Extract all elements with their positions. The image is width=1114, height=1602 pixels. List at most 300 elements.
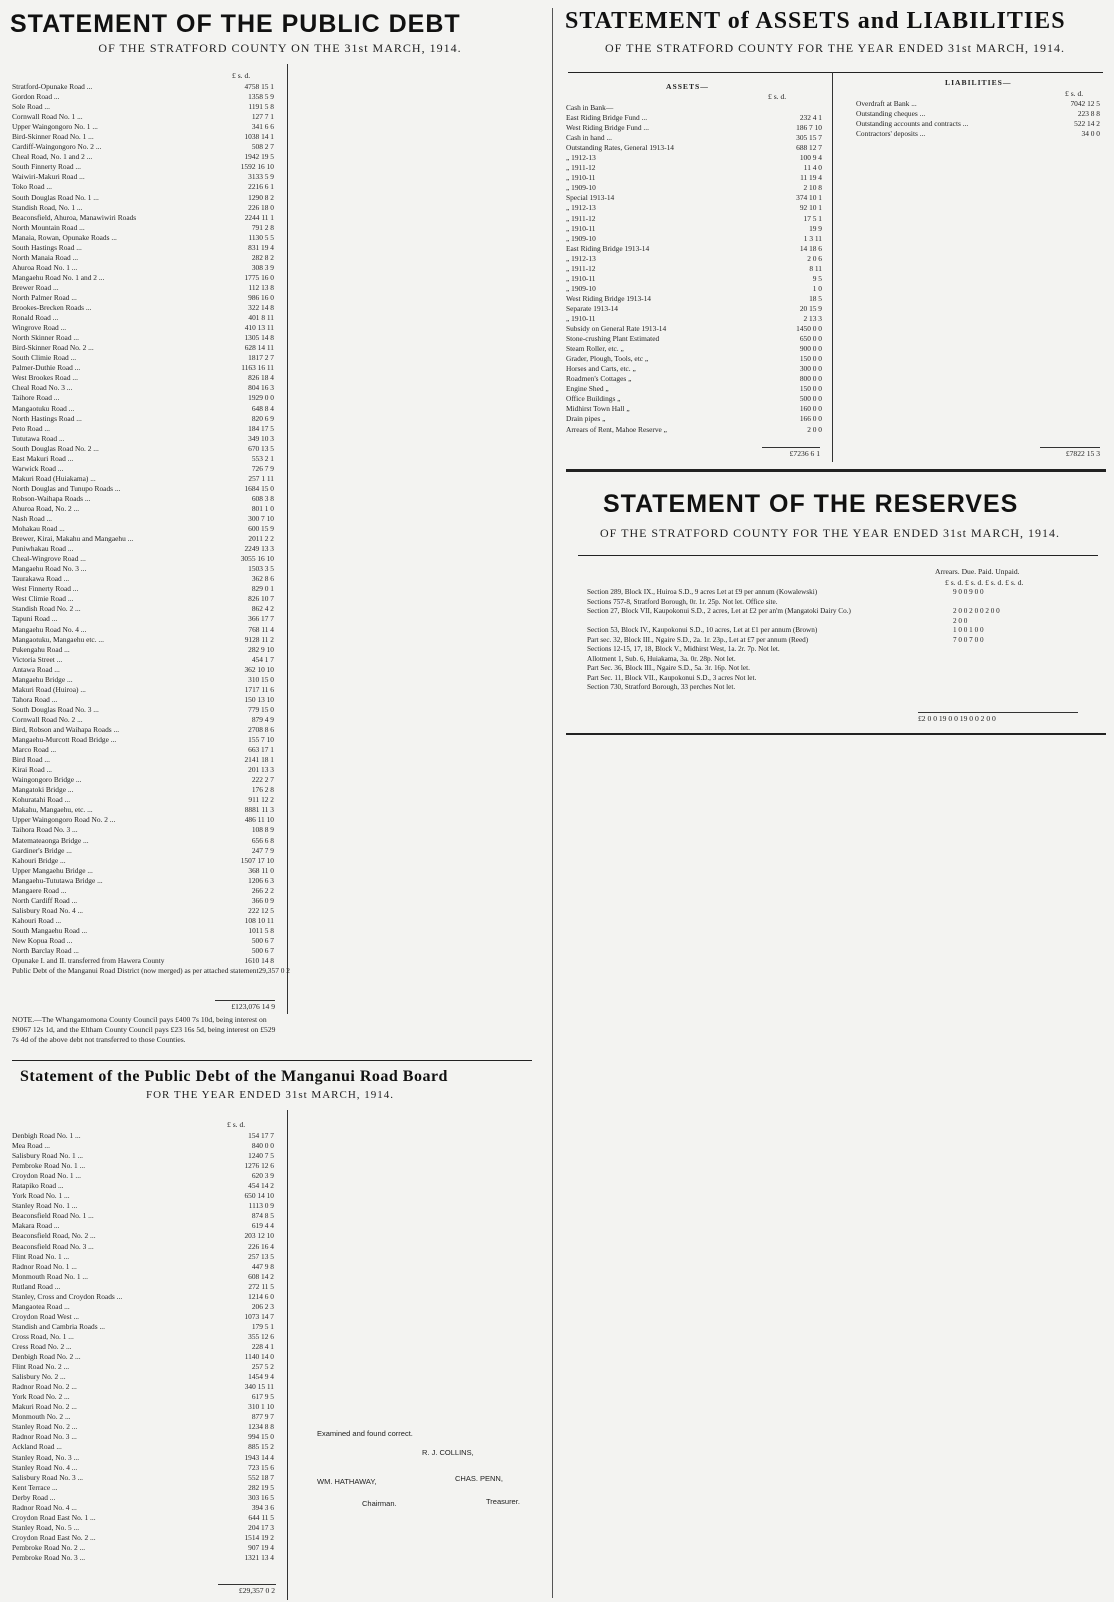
reserve-row — [587, 683, 1097, 693]
table-row — [12, 564, 274, 574]
row-amount: 9128 11 2 — [244, 634, 274, 644]
row-amount: 1684 15 0 — [244, 483, 274, 493]
table-row — [12, 92, 274, 102]
row-amount: 1610 14 8 — [244, 956, 274, 966]
table-row — [12, 1372, 274, 1382]
row-label: Warwick Road ... — [12, 463, 64, 473]
row-label: Beaconsfield, Ahuroa, Manawiwiri Roads — [12, 212, 137, 222]
row-label: Mea Road ... — [12, 1141, 50, 1151]
table-row — [856, 129, 1100, 139]
row-amount: 7042 12 5 — [1070, 99, 1100, 108]
table-row — [12, 1503, 274, 1513]
table-row — [12, 584, 274, 594]
row-amount: 994 15 0 — [248, 1432, 274, 1442]
row-label: Ackland Road ... — [12, 1442, 62, 1452]
row-amount: 166 0 0 — [799, 414, 822, 424]
row-amount: 879 4 9 — [251, 714, 274, 724]
row-label: Tahora Road ... — [12, 694, 58, 704]
row-label: Brookes-Brecken Roads ... — [12, 303, 92, 313]
table-row — [12, 1322, 274, 1332]
row-amount: 222 2 7 — [251, 775, 274, 785]
row-amount — [772, 103, 822, 113]
row-amount: 4758 15 1 — [244, 82, 274, 91]
table-row — [12, 142, 274, 152]
table-row — [566, 214, 822, 224]
table-row — [566, 173, 822, 183]
table-row — [566, 203, 822, 213]
row-amount: 176 2 8 — [251, 785, 274, 795]
table-row — [566, 384, 822, 394]
table-row — [566, 123, 822, 133]
row-amount: 368 11 0 — [248, 865, 274, 875]
table-row — [12, 886, 274, 896]
row-label: Radnor Road No. 1 ... — [12, 1261, 77, 1271]
table-row — [12, 484, 274, 494]
row-label: Standish Road, No. 1 ... — [12, 202, 83, 212]
row-label: Kirai Road ... — [12, 765, 53, 775]
reserves-total: £2 0 0 19 0 0 19 0 0 2 0 0 — [918, 714, 996, 723]
row-label: West Climie Road ... — [12, 594, 74, 604]
row-label: Croydon Road East No. 1 ... — [12, 1512, 96, 1522]
table-row — [12, 1463, 274, 1473]
table-row — [12, 1543, 274, 1553]
reserve-description: Allotment 1, Sub. 6, Huiakama, 3a. 0r. 28p. Not let. — [587, 654, 736, 663]
table-row — [12, 1191, 274, 1201]
row-amount: 108 10 11 — [244, 915, 274, 925]
row-amount: 322 14 8 — [248, 303, 274, 313]
table-row — [12, 825, 274, 835]
reserves-sub-rule — [578, 555, 1098, 556]
assets-title: STATEMENT of ASSETS and LIABILITIES — [565, 8, 1066, 34]
row-label: Horses and Carts, etc. „ — [566, 364, 636, 374]
row-label: Beaconsfield Road No. 1 ... — [12, 1211, 94, 1221]
row-label: Makara Road ... — [12, 1221, 60, 1231]
manganui-table — [12, 1131, 274, 1563]
table-row — [12, 956, 274, 966]
row-label: North Douglas and Tunupo Roads ... — [12, 483, 121, 493]
row-label: Stratford-Opunake Road ... — [12, 82, 93, 91]
row-amount: 840 0 0 — [251, 1141, 274, 1151]
row-label: Roadmen's Cottages „ — [566, 374, 632, 384]
table-row — [12, 906, 274, 916]
row-amount: 670 13 5 — [248, 443, 274, 453]
row-amount: 862 4 2 — [251, 604, 274, 614]
reserve-description: Part Sec. 11, Block VII., Kaupokonui S.D., 3 acres Not let. — [587, 673, 757, 682]
row-label: Grader, Plough, Tools, etc „ — [566, 354, 649, 364]
row-label: Kohuratahi Road ... — [12, 795, 71, 805]
row-label: Pembroke Road No. 2 ... — [12, 1542, 86, 1552]
row-label: Monmouth Road No. 1 ... — [12, 1271, 88, 1281]
row-amount: 500 0 0 — [799, 394, 822, 404]
row-amount: 179 5 1 — [251, 1321, 274, 1331]
row-amount: 1130 5 5 — [248, 232, 274, 242]
row-amount: 508 2 7 — [251, 142, 274, 152]
row-amount: 257 13 5 — [248, 1251, 274, 1261]
table-row — [12, 705, 274, 715]
row-label: Beaconsfield Road, No. 2 ... — [12, 1231, 96, 1241]
row-label: Special 1913-14 — [566, 193, 615, 203]
row-label: Croydon Road No. 1 ... — [12, 1171, 81, 1181]
row-label: Salisbury Road No. 1 ... — [12, 1151, 84, 1161]
liabilities-currency-header: £ s. d. — [1065, 89, 1084, 98]
table-row — [12, 926, 274, 936]
public-debt-table — [12, 82, 290, 976]
row-label: „ 1911-12 — [566, 213, 596, 223]
table-row — [12, 112, 274, 122]
row-label: Antawa Road ... — [12, 664, 60, 674]
row-label: Marco Road ... — [12, 745, 57, 755]
reserve-amounts: 1 0 0 1 0 0 — [953, 626, 984, 634]
row-amount: 826 18 4 — [248, 373, 274, 383]
row-amount: 3133 5 9 — [248, 172, 274, 182]
row-amount: 2 0 6 — [807, 253, 822, 263]
row-label: Overdraft at Bank ... — [856, 99, 917, 108]
public-debt-subtitle: OF THE STRATFORD COUNTY ON THE 31st MARCH, 1914. — [98, 41, 462, 55]
row-label: Flint Road No. 2 ... — [12, 1362, 70, 1372]
table-row — [566, 183, 822, 193]
row-amount: 300 7 10 — [248, 514, 274, 524]
row-amount: 1038 14 1 — [244, 132, 274, 142]
table-row — [12, 856, 274, 866]
table-row — [12, 132, 274, 142]
table-row — [12, 514, 274, 524]
row-amount: 1240 7 5 — [248, 1151, 274, 1161]
table-row — [12, 1442, 274, 1452]
row-amount: 257 1 11 — [248, 473, 274, 483]
row-label: Cross Road, No. 1 ... — [12, 1331, 74, 1341]
row-label: Stanley Road, No. 3 ... — [12, 1452, 80, 1462]
table-row — [12, 102, 274, 112]
table-row — [12, 182, 274, 192]
assets-subtitle: OF THE STRATFORD COUNTY FOR THE YEAR ENDED 31st MARCH, 1914. — [604, 41, 1066, 55]
row-amount: 688 12 7 — [796, 143, 822, 153]
row-amount: 282 8 2 — [251, 252, 274, 262]
reserves-currency-header: £ s. d. £ s. d. £ s. d. £ s. d. — [945, 578, 1024, 587]
reserve-row — [587, 626, 1097, 636]
row-label: Tapuni Road ... — [12, 614, 58, 624]
table-row — [856, 109, 1100, 119]
row-label: Taihora Road No. 3 ... — [12, 825, 78, 835]
table-row — [12, 534, 274, 544]
row-amount: 552 18 7 — [248, 1472, 274, 1482]
row-label: Stanley Road No. 1 ... — [12, 1201, 78, 1211]
row-amount: 401 8 11 — [248, 313, 274, 323]
row-amount: 154 17 7 — [248, 1131, 274, 1140]
chairman-title: Chairman. — [362, 1499, 397, 1508]
reserves-columns-header: Arrears. Due. Paid. Unpaid. — [935, 567, 1020, 576]
row-label: Upper Mangaehu Bridge ... — [12, 865, 93, 875]
table-row — [12, 1362, 274, 1372]
assets-currency-header: £ s. d. — [768, 92, 787, 101]
row-amount: 2249 13 3 — [244, 544, 274, 554]
row-amount: 1011 5 8 — [248, 925, 274, 935]
row-label: Mangaehu Bridge ... — [12, 674, 73, 684]
row-label: Denbigh Road No. 2 ... — [12, 1352, 81, 1362]
table-row — [12, 1161, 274, 1171]
row-label: Stanley Road, No. 5 ... — [12, 1522, 80, 1532]
row-amount: 768 11 4 — [248, 624, 274, 634]
row-amount: 986 16 0 — [248, 292, 274, 302]
row-amount: 201 13 3 — [248, 765, 274, 775]
row-label: Mangaehu-Tututawa Bridge ... — [12, 875, 103, 885]
table-row — [12, 695, 274, 705]
table-row — [12, 494, 274, 504]
row-amount: 374 10 1 — [796, 193, 822, 203]
row-amount: 112 13 8 — [248, 282, 274, 292]
reserve-row — [587, 655, 1097, 665]
row-label: Contractors' deposits ... — [856, 129, 926, 139]
table-row — [856, 99, 1100, 109]
reserve-amounts: 7 0 0 7 0 0 — [953, 635, 984, 644]
row-amount: 257 5 2 — [251, 1362, 274, 1372]
row-label: „ 1910-11 — [566, 173, 596, 183]
table-row — [12, 1473, 274, 1483]
row-label: Mangaehu Road No. 4 ... — [12, 624, 87, 634]
table-row — [12, 122, 274, 132]
row-amount: 1 0 — [812, 283, 822, 293]
row-amount: 648 8 4 — [251, 403, 274, 413]
table-row — [12, 1352, 274, 1362]
row-amount: 340 15 11 — [244, 1382, 274, 1392]
row-label: „ 1912-13 — [566, 153, 596, 163]
row-label: Mangaotuku Road ... — [12, 403, 75, 413]
table-row — [12, 1412, 274, 1422]
manganui-total-rule — [218, 1584, 276, 1585]
assets-top-rule — [568, 72, 1103, 73]
row-label: Outstanding Rates, General 1913-14 — [566, 143, 674, 153]
row-amount: 650 14 10 — [244, 1191, 274, 1201]
row-amount: 911 12 2 — [248, 795, 274, 805]
row-label: Gardiner's Bridge ... — [12, 845, 72, 855]
row-amount: 1276 12 6 — [244, 1161, 274, 1171]
row-amount: 150 0 0 — [799, 354, 822, 364]
row-amount: 1507 17 10 — [240, 855, 274, 865]
liabilities-header: LIABILITIES— — [945, 78, 1012, 87]
row-amount: 34 0 0 — [1081, 129, 1100, 139]
row-amount: 127 7 1 — [251, 112, 274, 122]
reserves-top-rule — [566, 469, 1106, 472]
table-row — [566, 274, 822, 284]
table-row — [12, 393, 274, 403]
table-row — [12, 805, 274, 815]
manganui-subtitle: FOR THE YEAR ENDED 31st MARCH, 1914. — [145, 1089, 395, 1101]
reserve-row — [587, 664, 1097, 674]
row-amount: 232 4 1 — [799, 113, 822, 123]
row-label: „ 1909-10 — [566, 283, 596, 293]
manganui-total: £29,357 0 2 — [238, 1586, 275, 1595]
row-label: Wingrove Road ... — [12, 323, 67, 333]
row-amount: 791 2 8 — [251, 222, 274, 232]
row-amount: 1206 6 3 — [248, 875, 274, 885]
row-amount: 608 14 2 — [248, 1271, 274, 1281]
row-label: „ 1909-10 — [566, 183, 596, 193]
row-label: Drain pipes „ — [566, 414, 606, 424]
table-row — [12, 504, 274, 514]
table-row — [12, 1211, 274, 1221]
table-row — [12, 765, 274, 775]
table-row — [566, 364, 822, 374]
row-label: Ratapiko Road ... — [12, 1181, 64, 1191]
row-amount: 454 1 7 — [251, 654, 274, 664]
row-amount: 1 3 11 — [803, 233, 822, 243]
table-row — [12, 916, 274, 926]
row-label: South Douglas Road No. 1 ... — [12, 192, 99, 202]
row-amount: 1592 16 10 — [240, 162, 274, 172]
reserve-description: Section 53, Block IV., Kaupokonui S.D., 10 acres, Let at £1 per annum (Brown) — [587, 626, 818, 634]
row-label: Cash in hand ... — [566, 133, 612, 143]
table-row — [12, 1332, 274, 1342]
row-amount: 160 0 0 — [799, 404, 822, 414]
table-row — [12, 665, 274, 675]
row-label: Tututawa Road ... — [12, 433, 65, 443]
row-label: Opunake I. and II. transferred from Hawera County — [12, 956, 165, 966]
reserves-table — [587, 588, 1097, 693]
table-row — [12, 464, 274, 474]
row-label: North Palmer Road ... — [12, 292, 77, 302]
row-label: East Makuri Road ... — [12, 453, 74, 463]
row-amount: 1214 6 0 — [248, 1291, 274, 1301]
row-amount: 723 15 6 — [248, 1462, 274, 1472]
row-label: „ 1912-13 — [566, 253, 596, 263]
table-row — [12, 1422, 274, 1432]
auditor-name: R. J. COLLINS, — [422, 1448, 474, 1457]
row-amount: 155 7 10 — [248, 735, 274, 745]
table-row — [12, 795, 274, 805]
row-amount: 1717 11 6 — [244, 684, 274, 694]
liabilities-total-rule — [1040, 447, 1100, 448]
row-amount: 831 19 4 — [248, 242, 274, 252]
row-label: Separate 1913-14 — [566, 303, 618, 313]
table-row — [12, 866, 274, 876]
reserve-description: Sections 12-15, 17, 18, Block V., Midhirst West, 1a. 2r. 7p. Not let. — [587, 645, 780, 653]
table-row — [566, 314, 822, 324]
row-amount: 1454 9 4 — [248, 1372, 274, 1382]
row-amount: 1305 14 8 — [244, 333, 274, 343]
row-amount: 1234 8 8 — [248, 1422, 274, 1432]
row-label: South Mangaehu Road ... — [12, 925, 88, 935]
row-label: Nash Road ... — [12, 514, 53, 524]
row-label: Palmer-Duthie Road ... — [12, 363, 81, 373]
row-label: South Climie Road ... — [12, 353, 77, 363]
row-amount: 1503 3 5 — [248, 564, 274, 574]
examined-text: Examined and found correct. — [317, 1429, 413, 1438]
row-label: Standish and Cambria Roads ... — [12, 1321, 105, 1331]
row-label: Bird-Skinner Road No. 1 ... — [12, 132, 94, 142]
row-label: Bird-Skinner Road No. 2 ... — [12, 343, 94, 353]
row-amount: 303 16 5 — [248, 1492, 274, 1502]
reserve-description — [587, 617, 953, 627]
row-label: Flint Road No. 1 ... — [12, 1251, 70, 1261]
row-label: Matemateaonga Bridge ... — [12, 835, 89, 845]
row-label: Croydon Road East No. 2 ... — [12, 1532, 96, 1542]
row-amount: 341 6 6 — [251, 122, 274, 132]
row-amount: 17 5 1 — [803, 213, 822, 223]
table-row — [12, 1221, 274, 1231]
table-row — [12, 373, 274, 383]
row-amount: 617 9 5 — [251, 1392, 274, 1402]
row-label: Croydon Road West ... — [12, 1311, 80, 1321]
public-debt-divider — [287, 64, 288, 1014]
row-label: East Riding Bridge Fund ... — [566, 113, 648, 123]
table-row — [12, 1262, 274, 1272]
row-label: Monmouth No. 2 ... — [12, 1412, 71, 1422]
row-label: South Finnerty Road ... — [12, 162, 81, 172]
row-amount: 1163 16 11 — [241, 363, 274, 373]
table-row — [12, 293, 274, 303]
table-row — [12, 524, 274, 534]
table-row — [12, 82, 274, 92]
row-label: Salisbury Road No. 4 ... — [12, 905, 84, 915]
reserve-row — [587, 645, 1097, 655]
row-amount: 394 3 6 — [251, 1502, 274, 1512]
table-row — [12, 1312, 274, 1322]
reserve-row — [587, 636, 1097, 646]
public-debt-note: NOTE.—The Whangamomona County Council pays £400 7s 10d, being interest on £9067 12s 1d, and the Eltham County Council pays £23 16s 5d, being interest on £529 7s 4d of the above debt not transferred to those Counties. — [12, 1015, 276, 1044]
row-label: West Riding Bridge 1913-14 — [566, 293, 652, 303]
row-label: East Riding Bridge 1913-14 — [566, 243, 650, 253]
table-row — [12, 1282, 274, 1292]
table-row — [12, 1151, 274, 1161]
row-label: Radnor Road No. 3 ... — [12, 1432, 77, 1442]
row-amount: 829 0 1 — [251, 584, 274, 594]
row-label: Upper Waingongoro No. 1 ... — [12, 122, 98, 132]
row-amount: 11 4 0 — [803, 163, 822, 173]
table-row — [12, 162, 274, 172]
row-label: Radnor Road No. 2 ... — [12, 1382, 77, 1392]
table-row — [566, 234, 822, 244]
row-label: Arrears of Rent, Mahoe Reserve „ — [566, 424, 667, 434]
row-label: Cheal Road, No. 1 and 2 ... — [12, 152, 93, 162]
table-row — [12, 363, 274, 373]
row-amount: 877 9 7 — [251, 1412, 274, 1422]
table-row — [12, 414, 274, 424]
row-amount: 2011 2 2 — [248, 534, 274, 544]
table-row — [12, 1171, 274, 1181]
row-label: Kent Terrace ... — [12, 1482, 58, 1492]
table-row — [566, 324, 822, 334]
row-amount: 620 3 9 — [251, 1171, 274, 1181]
table-row — [566, 294, 822, 304]
row-amount: 362 8 6 — [251, 574, 274, 584]
row-amount: 226 16 4 — [248, 1241, 274, 1251]
row-label: West Riding Bridge Fund ... — [566, 123, 649, 133]
manganui-currency-header: £ s. d. — [227, 1120, 246, 1129]
row-label: Waiwiri-Makuri Road ... — [12, 172, 85, 182]
table-row — [12, 223, 274, 233]
row-label: Stanley Road No. 4 ... — [12, 1462, 78, 1472]
row-label: Rutland Road ... — [12, 1281, 61, 1291]
table-row — [566, 374, 822, 384]
row-amount: 204 17 3 — [248, 1522, 274, 1532]
table-row — [12, 725, 274, 735]
row-label: North Cardiff Road ... — [12, 895, 78, 905]
row-amount: 150 0 0 — [799, 384, 822, 394]
row-label: Kahouri Bridge ... — [12, 855, 66, 865]
manganui-divider — [287, 1110, 288, 1600]
row-label: Mangaotuku, Mangaehu etc. ... — [12, 634, 104, 644]
table-row — [12, 1453, 274, 1463]
table-row — [12, 1523, 274, 1533]
row-label: Cheal Road No. 3 ... — [12, 383, 73, 393]
row-amount: 222 12 5 — [248, 905, 274, 915]
row-label: „ 1912-13 — [566, 203, 596, 213]
row-amount: 355 12 6 — [248, 1331, 274, 1341]
table-row — [566, 143, 822, 153]
row-amount: 410 13 11 — [244, 323, 274, 333]
row-label: Denbigh Road No. 1 ... — [12, 1131, 81, 1140]
table-row — [12, 474, 274, 484]
table-row — [12, 785, 274, 795]
